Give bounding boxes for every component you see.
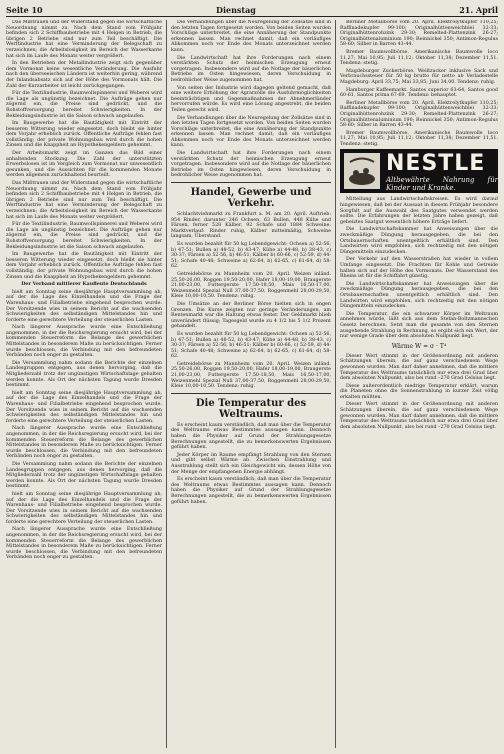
section-divider [171,182,331,183]
article-paragraph: Das Mißtrauen und der Widerstand gegen die wirtschaftliche Neuordnung nimmt zu. Nach dem Stand vom Frühjahr befinden sich 2 Schiffbaubetriebe mit 4 Helgen in Betrieb, die übrigen 2 Betriebe sind nur zum Teil beschäftigt. Die Werftindustrie hat eine Verminderung der Belegschaft zu verzeichnen; die Arbeitslosigkeit im Bereich der Wasserkante hat sich im Laufe des Monats weiter vergrößert. [6,20,162,59]
section-paragraph: Die Versammlung nahm sodann die Berichte der einzelnen Landesgruppen entgegen, aus denen hervorging, daß die Mitgliederzahl trotz der ungünstigen Wirtschaftslage gehalten werden konnte. Als Ort der nächsten Tagung wurde Dresden bestimmt. [6,461,162,490]
article-paragraph: Die Verhandlungen über die Neuregelung der Zollsätze sind in den letzten Tagen fortgesetzt worden. Von beiden Seiten wurden Vorschläge unterbreitet, die eine Annäherung der Standpunkte erkennen lassen. Man rechnet damit, daß ein vorläufiges Abkommen noch vor Ende des Monats unterzeichnet werden kann. [171,115,331,149]
market-paragraph: Schlachtviehmarkt zu Frankfurt a. M. am 20. April. Auftrieb: 954 Rinder, darunter 246 Ochsen, 63 Bullen, 448 Kühe und Färsen, ferner 528 Kälber, 92 Schafe und 1884 Schweine. Marktverlauf: Rinder ruhig, Kälber mittelmäßig, Schweine langsam, Überstand. [171,212,331,240]
article-paragraph: Im Baugewerbe hat die Bautätigkeit mit Eintritt der besseren Witterung wieder eingesetzt, doch bleibt sie hinter dem Vorjahr erheblich zurück. Öffentliche Aufträge fehlen fast vollständig; der private Wohnungsbau wird durch die hohen Zinsen und die Knappheit an Hypothekengeldern gehemmt. [6,252,162,280]
market-report: Magdeburger Zuckerbörse. Weißzucker inklusive Sack und Verbrauchssteuer für 50 kg brutto für netto ab Verladestelle Magdeburg: April 33,75; Mai 33,85; Juni 34,00. Tendenz: ruhig. [340,68,498,85]
ad-tagline: Altbewährte Nahrung für Kinder und Kranke. [386,176,498,193]
section-paragraph: Nach längerer Aussprache wurde eine Entschließung angenommen, in der die Reichsregierung ersucht wird, bei der kommenden Steuerreform die Belange des gewerblichen Mittelstandes in besonderem Maße zu berücksichtigen. Ferner wurde beschlossen, die Verbindung mit den befreundeten Verbänden noch enger zu gestalten. [6,325,162,359]
nest-logo-icon [344,153,380,189]
ad-brand: NESTLE [386,151,486,177]
article-paragraph: Von seiten der Industrie wird dagegen geltend gemacht, daß eine weitere Erhöhung der Agrarzölle die Ausfuhrmöglichkeiten beeinträchtigen und Gegenmaßnahmen der Abnehmerländer hervorrufen würde. Es wird eine Lösung angestrebt, die beiden Teilen gerecht wird. [171,85,331,113]
article-paragraph: Die Landwirtschaft hat ihre Forderungen nach einem verstärkten Schutz der heimischen Erzeugung erneut vorgetragen. Insbesondere wird auf die Notlage der bäuerlichen Betriebe im Osten hingewiesen, deren Verschuldung in bedrohlicher Weise zugenommen hat. [171,151,331,179]
article-paragraph: Die Temperatur, die ein schwarzer Körper im Weltraum annehmen würde, läßt sich aus dem Stefan-Boltzmannschen Gesetz berechnen. Setzt man die gesamte von den Sternen ausgehende Strahlung in Rechnung, so ergibt sich ein Wert, der nur wenige Grade über dem absoluten Nullpunkt liegt. [340,311,498,340]
market-paragraph: Getreidebörse zu Mannheim vom 20. April. Weizen inländ. 25,50-26,00, Roggen 19,50-20,00, Hafer 18,00-19,00, Braugerste 21,00-23,00, Futtergerste 17,50-18,50, Mais 16,50-17,00, Weizenmehl Spezial Null 37,00-37,50, Roggenmehl 28,00-29,50, Kleie 10,00-10,50. Tendenz: ruhig. [171,271,331,300]
market-report: Hamburger Kaffeemarkt. Santos superior 63-64, Santos good 60-61, Santos prima 67-69. Tendenz: behauptet. [340,87,498,99]
article-paragraph: Dieser Wert stimmt in der Größenordnung mit anderen Schätzungen überein, die auf ganz verschiedenem Wege gewonnen wurden. Man darf daher annehmen, daß die mittlere Temperatur des Weltraums tatsächlich nur etwa drei Grad über dem absoluten Nullpunkt, also bei rund –270 Grad Celsius liegt. [340,402,498,430]
article-paragraph: Die Landwirtschaft hat ihre Forderungen nach einem verstärkten Schutz der heimischen Erzeugung erneut vorgetragen. Insbesondere wird auf die Notlage der bäuerlichen Betriebe im Osten hingewiesen, deren Verschuldung in bedrohlicher Weise zugenommen hat. [171,55,331,83]
page-number: Seite 10 [6,5,43,15]
market-report: Berliner Metallbörse vom 20. April. Elektrolytkupfer 110,25; Raffinadekupfer 99-100; Originalhüttenweichblei 32-33; Originalhüttenrohzink 29-30; Remelted-Plattenzink 26-27; Originalhüttenaluminium 190; Reinnickel 350; Antimon-Regulus 58-60; Silber in Barren 43-44. [340,100,498,129]
weekday: Dienstag [216,5,256,15]
article-paragraph: Für die Textilindustrie, Baumwollspinnerei und Weberei wird die Lage als ungünstig bezeichnet. Die Aufträge gehen nur zögernd ein, die Preise sind gedrückt, und die Rohstoffversorgung bereitet Schwierigkeiten. In der Bekleidungsindustrie ist die Saison schwach angelaufen. [6,91,162,119]
section-paragraph: Die Versammlung nahm sodann die Berichte der einzelnen Landesgruppen entgegen, aus denen hervorging, daß die Mitgliederzahl trotz der ungünstigen Wirtschaftslage gehalten werden konnte. Als Ort der nächsten Tagung wurde Dresden bestimmt. [6,360,162,389]
article-paragraph: Mitteilung aus Landwirtschaftskreisen. Es wird darauf hingewiesen, daß bei der Aussaat in diesem Frühjahr besondere Sorgfalt auf die Auswahl des Saatgutes verwendet werden sollte. Die Erfahrungen der letzten Jahre haben gezeigt, daß gebeiztes Saatgut wesentlich höhere Erträge liefert. [340,197,498,225]
section-title: Der Verband mittlerer Kaufleute Deutschlands [21,281,147,288]
market-report: Berliner Metallbörse vom 20. April. Elektrolytkupfer 110,25; Raffinadekupfer 99-100; Originalhüttenweichblei 32-33; Originalhüttenrohzink 29-30; Remelted-Plattenzink 26-27; Originalhüttenaluminium 190; Reinnickel 350; Antimon-Regulus 58-60; Silber in Barren 43-44. [340,20,498,48]
article-paragraph: Der Arbeitsmarkt zeigt im Ganzen das Bild einer anhaltenden Stockung. Die Zahl der unterstützten Erwerbslosen ist im Vergleich zum Vormonat nur unwesentlich gesunken, und die Aussichten für die kommenden Monate werden allgemein zurückhaltend beurteilt. [6,151,162,179]
section-paragraph: Nach längerer Aussprache wurde eine Entschließung angenommen, in der die Reichsregierung ersucht wird, bei der kommenden Steuerreform die Belange des gewerblichen Mittelstandes in besonderem Maße zu berücksichtigen. Ferner wurde beschlossen, die Verbindung mit den befreundeten Verbänden noch enger zu gestalten. [6,426,162,460]
market-report: Bremer Baumwollbörse. Amerikanische Baumwolle loco 11,27; Mai 10,95; Juli 11,12; Oktober 11,38; Dezember 11,51. Tendenz: stetig. [340,49,498,67]
nestle-advertisement [340,149,498,193]
page-header [6,4,498,17]
issue-date: 21. April [459,5,498,15]
market-report: Bremer Baumwollbörse. Amerikanische Baumwolle loco 11,27; Mai 10,95; Juli 11,12; Oktober 11,38; Dezember 11,51. Tendenz: stetig. [340,130,498,147]
science-paragraph: Es erscheint kaum verständlich, daß man über die Temperatur des Weltraums etwas Bestimmtes aussagen kann. Dennoch haben die Physiker auf Grund der Strahlungsgesetze Berechnungen angestellt, die zu bemerkenswerten Ergebnissen geführt haben. [171,477,331,505]
article-paragraph: Im Baugewerbe hat die Bautätigkeit mit Eintritt der besseren Witterung wieder eingesetzt, doch bleibt sie hinter dem Vorjahr erheblich zurück. Öffentliche Aufträge fehlen fast vollständig; der private Wohnungsbau wird durch die hohen Zinsen und die Knappheit an Hypothekengeldern gehemmt. [6,121,162,149]
article-paragraph: Die Landwirtschaftskammer hat Anweisungen über die zweckmäßige Düngung herausgegeben, die bei den Ortsbauernschaften unentgeltlich erhältlich sind. Den Landwirten wird empfohlen, sich rechtzeitig mit den nötigen Düngemitteln einzudecken. [340,227,498,255]
section-paragraph: hielt am Sonntag seine diesjährige Hauptversammlung ab, auf der die Lage des Einzelhandels und die Frage der Warenhaus- und Filialbetriebe eingehend besprochen wurde. Der Vorsitzende wies in seinem Bericht auf die wachsenden Schwierigkeiten des selbständigen Mittelstandes hin und forderte eine gerechtere Verteilung der steuerlichen Lasten. [6,289,162,323]
left-column [6,20,162,748]
section-headline: Handel, Gewerbe und Verkehr. [190,187,312,210]
article-paragraph: In den Betrieben der Metallindustrie zeigt sich gegenüber dem Vormonat keine wesentliche Veränderung. Die Ausfuhr nach den überseeischen Ländern ist weiterhin gering, während der Inlandsabsatz sich auf der Höhe des Vormonats hält. Die Zahl der Kurzarbeiter ist leicht zurückgegangen. [6,61,162,89]
science-paragraph: Es erscheint kaum verständlich, daß man über die Temperatur des Weltraums etwas Bestimmtes aussagen kann. Dennoch haben die Physiker auf Grund der Strahlungsgesetze Berechnungen angestellt, die zu bemerkenswerten Ergebnissen geführt haben. [171,422,331,451]
article-paragraph: Diese außerordentlich niedrige Temperatur erklärt, warum die Planeten ohne die Sonnenstrahlung in kurzer Zeit völlig erkalten müßten. [340,383,498,400]
science-paragraph: Jeder Körper im Raume empfängt Strahlung von den Sternen und gibt selbst Wärme ab. Zwischen Einstrahlung und Ausstrahlung stellt sich ein Gleichgewicht ein, dessen Höhe von der Menge der empfangenen Energie abhängt. [171,452,331,475]
market-paragraph: Die Umsätze an der Berliner Börse hielten sich in engen Grenzen. Die Kurse zeigten nur geringe Veränderungen, am Rentenmarkt war die Haltung etwas fester. Der Geldmarkt blieb unverändert flüssig; Tagesgeld wurde zu 4 1/2 bis 5 1/2 Prozent gehandelt. [171,301,331,330]
column-rule [166,20,167,748]
market-paragraph: Es wurden bezahlt für 50 kg Lebendgewicht: Ochsen a) 52-56, b) 47-51; Bullen a) 48-52, b) 43-47; Kühe a) 44-48, b) 38-43, c) 30-37; Färsen a) 52-56, b) 46-51; Kälber b) 60-66, c) 52-59, d) 44-51; Schafe 40-48; Schweine a) 62-64, b) 62-65, c) 61-64, d) 58-62. [171,242,331,270]
market-paragraph: Es wurden bezahlt für 50 kg Lebendgewicht: Ochsen a) 52-56, b) 47-51; Bullen a) 48-52, b) 43-47; Kühe a) 44-48, b) 38-43, c) 30-37; Färsen a) 52-56, b) 46-51; Kälber b) 60-66, c) 52-59, d) 44-51; Schafe 40-48; Schweine a) 62-64, b) 62-65, c) 61-64, d) 58-62. [171,331,331,360]
article-paragraph: Das Mißtrauen und der Widerstand gegen die wirtschaftliche Neuordnung nimmt zu. Nach dem Stand vom Frühjahr befinden sich 2 Schiffbaubetriebe mit 4 Helgen in Betrieb, die übrigen 2 Betriebe sind nur zum Teil beschäftigt. Die Werftindustrie hat eine Verminderung der Belegschaft zu verzeichnen; die Arbeitslosigkeit im Bereich der Wasserkante hat sich im Laufe des Monats weiter vergrößert. [6,181,162,220]
article-paragraph: Die Verhandlungen über die Neuregelung der Zollsätze sind in den letzten Tagen fortgesetzt worden. Von beiden Seiten wurden Vorschläge unterbreitet, die eine Annäherung der Standpunkte erkennen lassen. Man rechnet damit, daß ein vorläufiges Abkommen noch vor Ende des Monats unterzeichnet werden kann. [171,20,331,53]
science-headline: Die Temperatur des Weltraums. [195,397,307,420]
formula: Wärme W = σ · T⁴ [391,342,447,350]
section-paragraph: hielt am Sonntag seine diesjährige Hauptversammlung ab, auf der die Lage des Einzelhandels und die Frage der Warenhaus- und Filialbetriebe eingehend besprochen wurde. Der Vorsitzende wies in seinem Bericht auf die wachsenden Schwierigkeiten des selbständigen Mittelstandes hin und forderte eine gerechtere Verteilung der steuerlichen Lasten. [6,491,162,525]
article-paragraph: Der Verkehr auf den Wasserstraßen hat wieder in vollem Umfange eingesetzt. Die Frachten für Kohle und Getreide halten sich auf der Höhe des Vormonats. Der Wasserstand des Rheins ist für die Schiffahrt günstig. [340,257,498,280]
section-divider [171,393,331,394]
article-paragraph: Dieser Wert stimmt in der Größenordnung mit anderen Schätzungen überein, die auf ganz verschiedenem Wege gewonnen wurden. Man darf daher annehmen, daß die mittlere Temperatur des Weltraums tatsächlich nur etwa drei Grad über dem absoluten Nullpunkt, also bei rund –270 Grad Celsius liegt. [340,353,498,382]
section-paragraph: Nach längerer Aussprache wurde eine Entschließung angenommen, in der die Reichsregierung ersucht wird, bei der kommenden Steuerreform die Belange des gewerblichen Mittelstandes in besonderem Maße zu berücksichtigen. Ferner wurde beschlossen, die Verbindung mit den befreundeten Verbänden noch enger zu gestalten. [6,527,162,561]
market-paragraph: Getreidebörse zu Mannheim vom 20. April. Weizen inländ. 25,50-26,00, Roggen 19,50-20,00, Hafer 18,00-19,00, Braugerste 21,00-23,00, Futtergerste 17,50-18,50, Mais 16,50-17,00, Weizenmehl Spezial Null 37,00-37,50, Roggenmehl 28,00-29,50, Kleie 10,00-10,50. Tendenz: ruhig. [171,361,331,390]
column-rule [335,20,336,748]
article-paragraph: Für die Textilindustrie, Baumwollspinnerei und Weberei wird die Lage als ungünstig bezeichnet. Die Aufträge gehen nur zögernd ein, die Preise sind gedrückt, und die Rohstoffversorgung bereitet Schwierigkeiten. In der Bekleidungsindustrie ist die Saison schwach angelaufen. [6,222,162,250]
section-paragraph: hielt am Sonntag seine diesjährige Hauptversammlung ab, auf der die Lage des Einzelhandels und die Frage der Warenhaus- und Filialbetriebe eingehend besprochen wurde. Der Vorsitzende wies in seinem Bericht auf die wachsenden Schwierigkeiten des selbständigen Mittelstandes hin und forderte eine gerechtere Verteilung der steuerlichen Lasten. [6,390,162,424]
article-paragraph: Die Landwirtschaftskammer hat Anweisungen über die zweckmäßige Düngung herausgegeben, die bei den Ortsbauernschaften unentgeltlich erhältlich sind. Den Landwirten wird empfohlen, sich rechtzeitig mit den nötigen Düngemitteln einzudecken. [340,281,498,310]
middle-column [171,20,331,748]
right-column [340,20,498,748]
